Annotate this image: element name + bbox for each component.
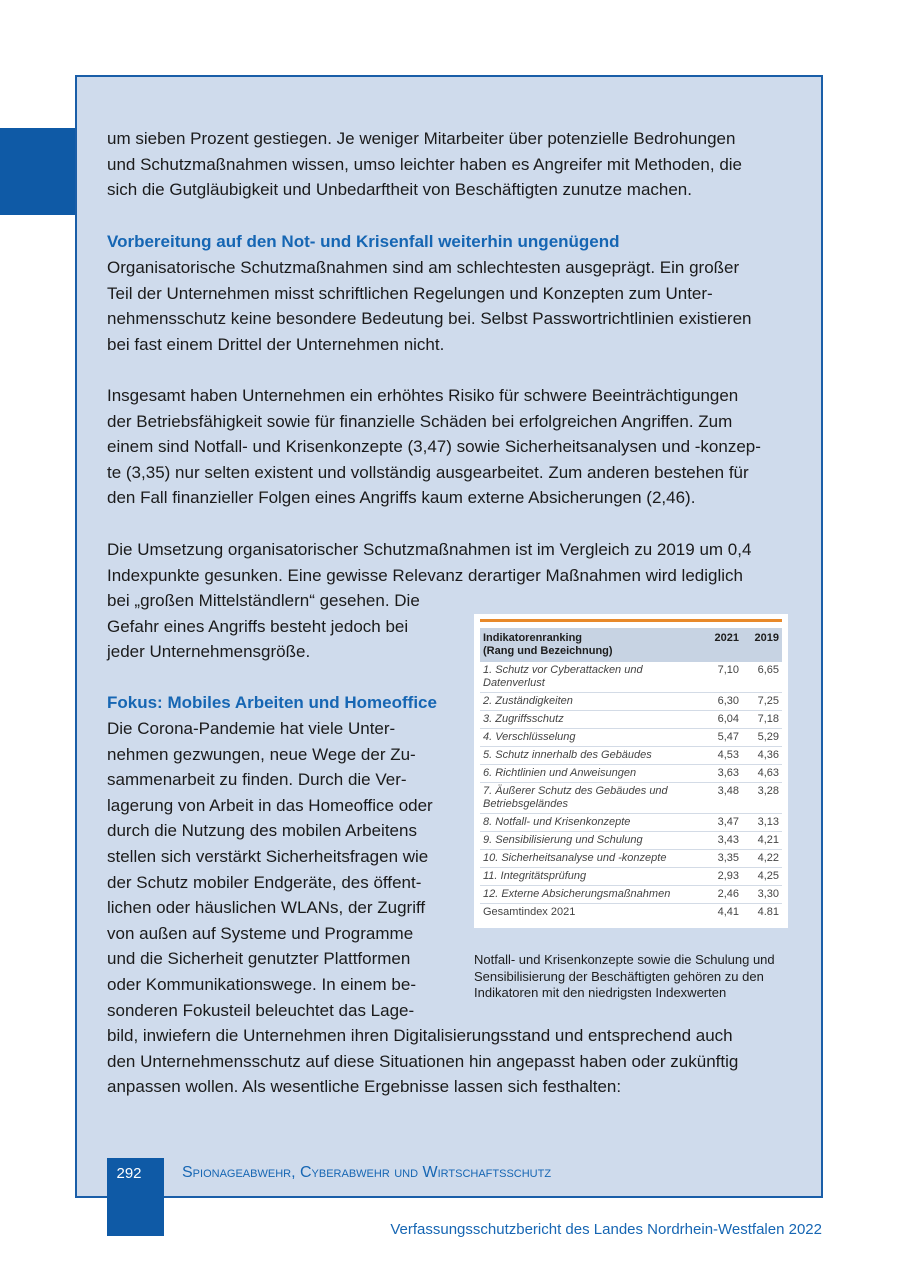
row-value-2021: 5,47 [702,729,742,747]
row-value-2019: 3,30 [742,886,782,904]
header-2019: 2019 [742,628,782,662]
row-value-2021: 3,35 [702,850,742,868]
table-row [480,729,782,747]
row-value-2019: 7,25 [742,693,782,711]
table-row [480,662,782,693]
row-label: 6. Richtlinien und Anweisungen [480,765,702,783]
row-value-2021: 7,10 [702,662,742,693]
table-accent-line [480,619,782,622]
running-title: Spionageabwehr, Cyberabwehr und Wirtschaftsschutz [182,1164,552,1181]
row-label: 10. Sicherheitsanalyse und -konzepte [480,850,702,868]
table-header-row [480,628,782,662]
total-value-2021: 4,41 [717,906,739,918]
row-value-2021: 3,47 [702,814,742,832]
intro-paragraph: um sieben Prozent gestiegen. Je weniger Mitarbeiter über potenzielle Bedrohungen und Schutzmaßnahmen wissen, umso leichter haben es Angreifer mit Methoden, die sich die Gutgläubigkeit und Unbedarftheit von Beschäftigten zunutze machen. [107,129,743,200]
row-value-2019: 6,65 [742,662,782,693]
section-heading-crisis: Vorbereitung auf den Not- und Krisenfall weiterhin ungenügend [107,232,620,251]
total-label: Gesamtindex 2021 [483,906,576,918]
section-heading-homeoffice: Fokus: Mobiles Arbeiten und Homeoffice [107,693,437,712]
section1-paragraph-3: Die Umsetzung organisatorischer Schutzmaßnahmen ist im Vergleich zu 2019 um 0,4 Indexpunkte gesunken. Eine gewisse Relevanz derartiger Maßnahmen wird lediglich [107,540,752,585]
row-label: 3. Zugriffsschutz [480,711,702,729]
row-value-2021: 2,46 [702,886,742,904]
row-value-2019: 4,22 [742,850,782,868]
page-number: 292 [116,1165,142,1182]
row-label: 8. Notfall- und Krisenkonzepte [480,814,702,832]
table-caption: Notfall- und Krisenkonzepte sowie die Schulung und Sensibilisierung der Beschäftigten gehören zu den Indikatoren mit den niedrigsten Indexwerten [474,952,775,1000]
row-value-2019: 4,36 [742,747,782,765]
section1-paragraph-2: Insgesamt haben Unternehmen ein erhöhtes Risiko für schwere Beeinträchtigungen der Betriebsfähigkeit sowie für finanzielle Schäden bei erfolgreichen Angriffen. Zum einem sind Notfall- und Krisenkonzepte (3,47) sowie Sicherheitsanalysen und -konzep- te (3,35) nur selten existent und vollständig ausgearbeitet. Zum anderen bestehen für den Fall finanzieller Folgen eines Angriffs kaum externe Absicherungen (2,46). [107,386,761,508]
table-row [480,783,782,814]
side-color-tab [0,128,76,215]
header-2021: 2021 [702,628,742,662]
row-value-2021: 4,53 [702,747,742,765]
header-label: Indikatorenranking (Rang und Bezeichnung) [480,628,702,662]
row-label: 7. Äußerer Schutz des Gebäudes und Betriebsgeländes [480,783,702,814]
indicator-ranking-table [480,628,782,921]
row-label: 12. Externe Absicherungsmaßnahmen [480,886,702,904]
table-row [480,832,782,850]
publication-footer: Verfassungsschutzbericht des Landes Nordrhein-Westfalen 2022 [390,1221,822,1238]
row-label: 5. Schutz innerhalb des Gebäudes [480,747,702,765]
row-label: 4. Verschlüsselung [480,729,702,747]
table-row [480,693,782,711]
table-row [480,711,782,729]
section1-paragraph-1: Organisatorische Schutzmaßnahmen sind am schlechtesten ausgeprägt. Ein großer Teil der Unternehmen misst schriftlichen Regelungen und Konzepten zum Unter- nehmensschutz keine besondere Bedeutung bei. Selbst Passwortrichtlinien existieren bei fast einem Drittel der Unternehmen nicht. [107,258,752,354]
page-number-box [107,1158,164,1236]
table-row [480,886,782,904]
table-row [480,868,782,886]
row-value-2019: 4,25 [742,868,782,886]
total-value-2019: 4.81 [757,906,779,918]
row-value-2019: 7,18 [742,711,782,729]
row-value-2021: 6,04 [702,711,742,729]
section2-paragraph-narrow: Die Corona-Pandemie hat viele Unter- nehmen gezwungen, neue Wege der Zu- sammenarbeit zu finden. Durch die Ver- lagerung von Arbeit in das Homeoffice oder durch die Nutzung des mobilen Arbeitens stellen sich verstärkt Sicherheitsfragen wie der Schutz mobiler Endgeräte, des öffent- lichen oder häuslichen WLANs, der Zugriff von außen auf Systeme und Programme und die Sicherheit genutzter Plattformen oder Kommunikationswege. In einem be- sonderen Fokusteil beleuchtet das Lage- [107,719,433,1020]
indicator-ranking-table-figure [474,614,788,928]
row-value-2021: 2,93 [702,868,742,886]
row-label: 2. Zuständigkeiten [480,693,702,711]
table-total-row [480,904,782,922]
row-value-2019: 5,29 [742,729,782,747]
row-value-2019: 3,28 [742,783,782,814]
row-value-2021: 3,63 [702,765,742,783]
table-row [480,850,782,868]
row-value-2021: 3,43 [702,832,742,850]
table-row [480,747,782,765]
section1-paragraph-3-narrow: bei „großen Mittelständlern“ gesehen. Die Gefahr eines Angriffs besteht jedoch bei jeder Unternehmensgröße. [107,591,420,662]
row-label: 9. Sensibilisierung und Schulung [480,832,702,850]
table-row [480,765,782,783]
row-value-2019: 4,63 [742,765,782,783]
row-value-2021: 3,48 [702,783,742,814]
section2-paragraph-full: bild, inwiefern die Unternehmen ihren Digitalisierungsstand und entsprechend auch den Unternehmensschutz auf diese Situationen hin angepasst haben oder zukünftig anpassen wollen. Als wesentliche Ergebnisse lassen sich festhalten: [107,1026,739,1097]
row-label: 1. Schutz vor Cyberattacken und Datenverlust [480,662,702,693]
row-value-2021: 6,30 [702,693,742,711]
row-label: 11. Integritätsprüfung [480,868,702,886]
table-row [480,814,782,832]
row-value-2019: 3,13 [742,814,782,832]
row-value-2019: 4,21 [742,832,782,850]
